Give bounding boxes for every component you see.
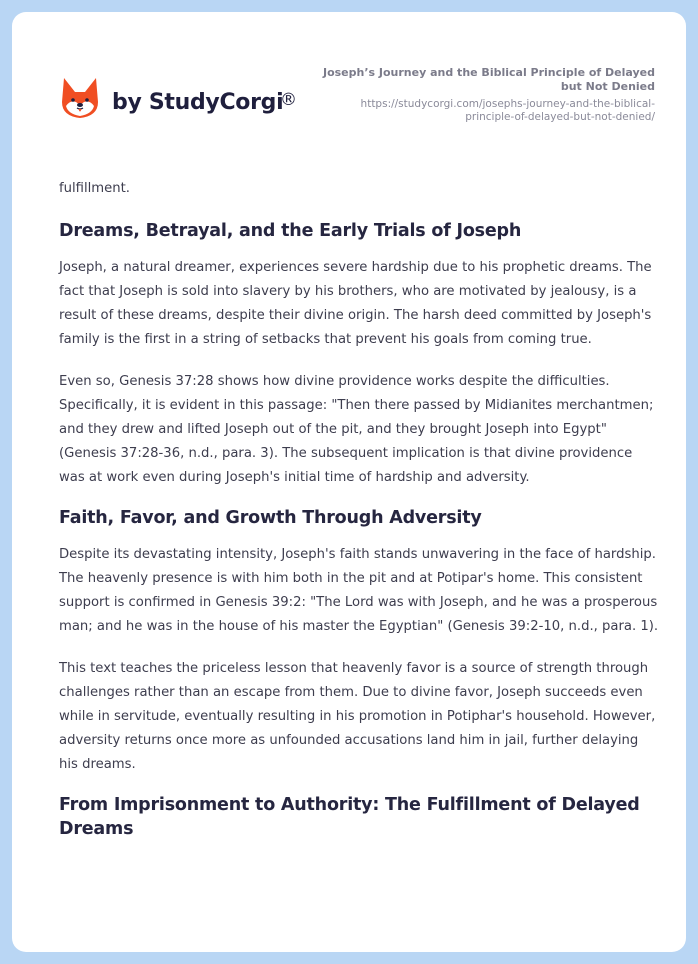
document-meta (315, 66, 655, 124)
document-title: Joseph’s Journey and the Biblical Principle of Delayed but Not Denied (322, 66, 655, 93)
section-heading: From Imprisonment to Authority: The Fulfillment of Delayed Dreams (59, 795, 640, 839)
corgi-logo-icon (60, 76, 100, 120)
registered-mark: ® (280, 90, 297, 110)
studycorgi-logo[interactable] (60, 76, 297, 120)
article-content (59, 177, 659, 841)
document-card (12, 12, 686, 952)
intro-fragment: fulfillment. (59, 181, 130, 196)
section-heading: Dreams, Betrayal, and the Early Trials of Joseph (59, 221, 522, 241)
document-url[interactable]: https://studycorgi.com/josephs-journey-and-the-biblical-principle-of-delayed-but-not-denied/ (360, 98, 655, 123)
paragraph: Despite its devastating intensity, Joseph's faith stands unwavering in the face of hardship. The heavenly presence is with him both in the pit and at Potipar's home. This consistent support is confirmed in Genesis 39:2: "The Lord was with Joseph, and he was a prosperous man; and he was in the house of his master the Egyptian" (Genesis 39:2-10, n.d., para. 1). (59, 547, 659, 634)
paragraph: Even so, Genesis 37:28 shows how divine providence works despite the difficulties. Specifically, it is evident in this passage: "Then there passed by Midianites merchantmen; and they drew and lifted Joseph out of the pit, and they brought Joseph into Egypt" (Genesis 37:28-36, n.d., para. 3). The subsequent implication is that divine providence was at work even during Joseph's initial time of hardship and adversity. (59, 374, 654, 485)
paragraph: This text teaches the priceless lesson that heavenly favor is a source of strength through challenges rather than an escape from them. Due to divine favor, Joseph succeeds even while in servitude, eventually resulting in his promotion in Potiphar's household. However, adversity returns once more as unfounded accusations land him in jail, further delaying his dreams. (59, 661, 656, 772)
section-heading: Faith, Favor, and Growth Through Adversity (59, 508, 482, 528)
paragraph: Joseph, a natural dreamer, experiences severe hardship due to his prophetic dreams. The fact that Joseph is sold into slavery by his brothers, who are motivated by jealousy, is a result of these dreams, despite their divine origin. The harsh deed committed by Joseph's family is the first in a string of setbacks that prevent his goals from coming true. (59, 260, 652, 347)
page-header (12, 12, 686, 162)
logo-text: by StudyCorgi (112, 89, 284, 115)
